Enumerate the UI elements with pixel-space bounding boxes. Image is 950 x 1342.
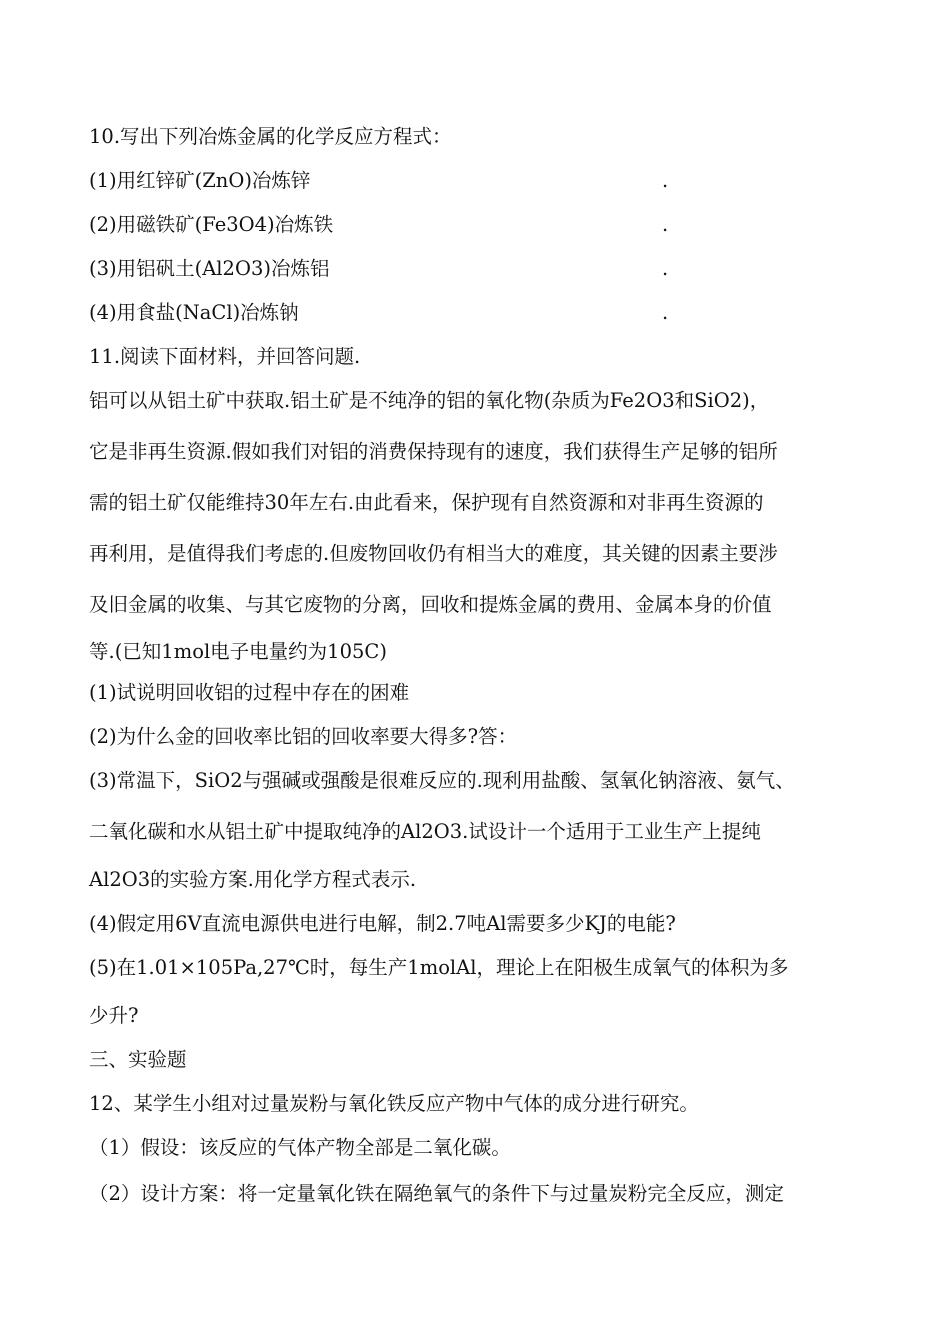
q12-title: 12、某学生小组对过量炭粉与氧化铁反应产物中气体的成分进行研究。 xyxy=(89,1092,699,1115)
q11-sub3-line-1: (3)常温下，SiO2与强碱或强酸是很难反应的.现利用盐酸、氢氧化钠溶液、氨气、 xyxy=(89,769,795,792)
q11-passage-line-1: 铝可以从铝土矿中获取.铝土矿是不纯净的铝的氧化物(杂质为Fe2O3和SiO2)， xyxy=(89,389,770,412)
q11-sub5-line-1: (5)在1.01×105Pa,27℃时，每生产1molAl，理论上在阳极生成氧气的体积为多 xyxy=(89,956,789,979)
q11-sub2: (2)为什么金的回收率比铝的回收率要大得多?答： xyxy=(89,725,518,748)
q10-item-2 xyxy=(89,212,669,238)
q10-item-3 xyxy=(89,256,669,282)
q12-hypothesis: （1）假设：该反应的气体产物全部是二氧化碳。 xyxy=(89,1136,511,1159)
q11-passage-line-4: 再利用，是值得我们考虑的.但废物回收仍有相当大的难度，其关键的因素主要涉 xyxy=(89,542,778,565)
q10-item-2-text: (2)用磁铁矿(Fe3O4)冶炼铁 xyxy=(89,213,334,236)
q11-sub3-line-3: Al2O3的实验方案.用化学方程式表示. xyxy=(89,868,417,891)
q11-passage-line-2: 它是非再生资源.假如我们对铝的消费保持现有的速度，我们获得生产足够的铝所 xyxy=(89,440,778,463)
q10-item-4-end: . xyxy=(662,301,669,324)
q12-design: （2）设计方案：将一定量氧化铁在隔绝氧气的条件下与过量炭粉完全反应，测定 xyxy=(89,1182,784,1205)
q11-sub1: (1)试说明回收铝的过程中存在的困难 xyxy=(89,681,410,704)
q11-passage-line-3: 需的铝土矿仅能维持30年左右.由此看来，保护现有自然资源和对非再生资源的 xyxy=(89,491,764,514)
q11-sub5-line-2: 少升? xyxy=(89,1004,139,1027)
q10-title: 10.写出下列冶炼金属的化学反应方程式： xyxy=(89,125,452,148)
q10-item-3-end: . xyxy=(662,257,669,280)
section-3-title: 三、实验题 xyxy=(89,1048,187,1071)
q10-item-2-end: . xyxy=(662,213,669,236)
q10-item-3-text: (3)用铝矾土(Al2O3)冶炼铝 xyxy=(89,257,330,280)
q11-passage-line-6: 等.(已知1mol电子电量约为105C) xyxy=(89,640,387,663)
q11-passage-line-5: 及旧金属的收集、与其它废物的分离，回收和提炼金属的费用、金属本身的价值 xyxy=(89,593,772,616)
q11-sub3-line-2: 二氧化碳和水从铝土矿中提取纯净的Al2O3.试设计一个适用于工业生产上提纯 xyxy=(89,820,761,843)
q10-item-1-text: (1)用红锌矿(ZnO)冶炼锌 xyxy=(89,169,311,192)
q11-sub4: (4)假定用6V直流电源供电进行电解，制2.7吨Al需要多少KJ的电能? xyxy=(89,912,676,935)
q10-item-1 xyxy=(89,168,669,194)
q11-title: 11.阅读下面材料，并回答问题. xyxy=(89,345,361,368)
q10-item-4-text: (4)用食盐(NaCl)冶炼钠 xyxy=(89,301,299,324)
q10-item-4 xyxy=(89,300,669,326)
q10-item-1-end: . xyxy=(662,169,669,192)
